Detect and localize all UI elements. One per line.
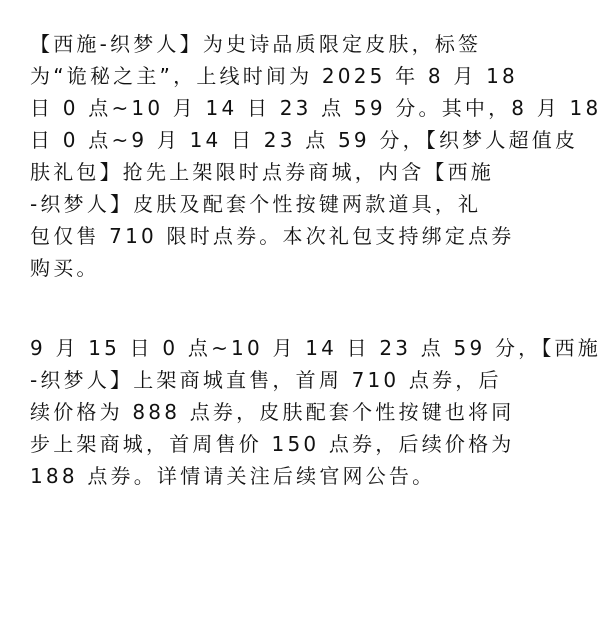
text-line: 包仅售 710 限时点券。本次礼包支持绑定点券 — [30, 224, 515, 248]
text-line: 9 月 15 日 0 点~10 月 14 日 23 点 59 分，【西施 — [30, 336, 601, 360]
text-line: 步上架商城，首周售价 150 点券，后续价格为 — [30, 432, 515, 456]
paragraph-skin-info — [30, 28, 602, 284]
paragraph-shop-sale — [30, 332, 601, 492]
text-line: -织梦人】皮肤及配套个性按键两款道具，礼 — [30, 192, 482, 216]
text-line: -织梦人】上架商城直售，首周 710 点券，后 — [30, 368, 502, 392]
text-line: 188 点券。详情请关注后续官网公告。 — [30, 464, 436, 488]
text-line: 日 0 点~10 月 14 日 23 点 59 分。其中，8 月 18 — [30, 96, 602, 120]
paragraph-spacer — [30, 284, 580, 332]
text-line: 购买。 — [30, 256, 100, 280]
text-line: 为“诡秘之主”，上线时间为 2025 年 8 月 18 — [30, 64, 518, 88]
text-line: 【西施-织梦人】为史诗品质限定皮肤，标签 — [30, 32, 482, 56]
text-line: 肤礼包】抢先上架限时点券商城，内含【西施 — [30, 160, 494, 184]
text-line: 续价格为 888 点券，皮肤配套个性按键也将同 — [30, 400, 515, 424]
text-line: 日 0 点~9 月 14 日 23 点 59 分，【织梦人超值皮 — [30, 128, 579, 152]
